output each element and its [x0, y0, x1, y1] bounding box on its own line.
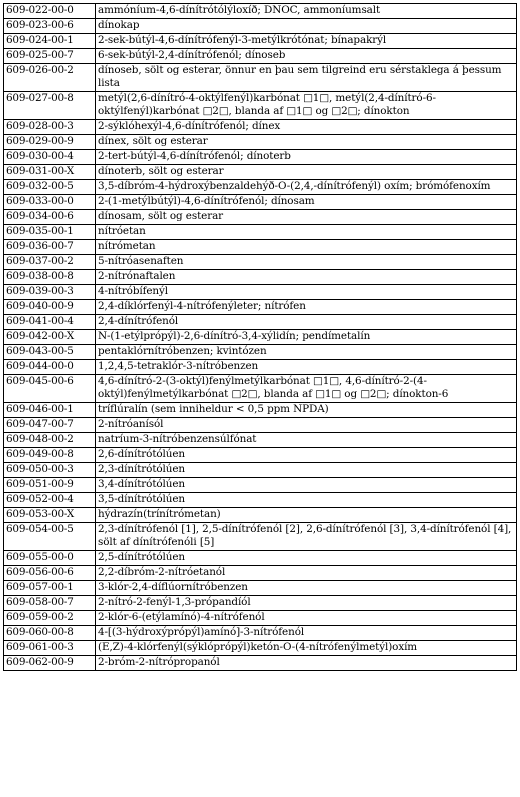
substance-name-cell: nítrómetan	[96, 240, 517, 255]
substance-table	[3, 3, 517, 671]
index-number-cell: 609-041-00-4	[4, 315, 96, 330]
table-row	[4, 656, 517, 671]
index-number-cell: 609-060-00-8	[4, 626, 96, 641]
substance-name-cell: 4-[(3-hýdroxýprópýl)amínó]-3-nítrófenól	[96, 626, 517, 641]
table-row	[4, 611, 517, 626]
substance-name-cell: 2-sek-bútýl-4,6-dínítrófenýl-3-metýlkrótónat; bínapakrýl	[96, 34, 517, 49]
index-number-cell: 609-056-00-6	[4, 566, 96, 581]
index-number-cell: 609-036-00-7	[4, 240, 96, 255]
table-row	[4, 4, 517, 19]
index-number-cell: 609-024-00-1	[4, 34, 96, 49]
index-number-cell: 609-039-00-3	[4, 285, 96, 300]
index-number-cell: 609-052-00-4	[4, 493, 96, 508]
table-row	[4, 433, 517, 448]
table-row	[4, 641, 517, 656]
index-number-cell: 609-032-00-5	[4, 180, 96, 195]
substance-name-cell: 5-nítróasenaften	[96, 255, 517, 270]
index-number-cell: 609-023-00-6	[4, 19, 96, 34]
index-number-cell: 609-026-00-2	[4, 64, 96, 92]
index-number-cell: 609-057-00-1	[4, 581, 96, 596]
substance-name-cell: tríflúralín (sem inniheldur < 0,5 ppm NPDA)	[96, 403, 517, 418]
substance-name-cell: dínoseb, sölt og esterar, önnur en þau sem tilgreind eru sérstaklega á þessum lista	[96, 64, 517, 92]
index-number-cell: 609-053-00-X	[4, 508, 96, 523]
index-number-cell: 609-028-00-3	[4, 120, 96, 135]
table-row	[4, 330, 517, 345]
substance-name-cell: dínex, sölt og esterar	[96, 135, 517, 150]
index-number-cell: 609-022-00-0	[4, 4, 96, 19]
index-number-cell: 609-061-00-3	[4, 641, 96, 656]
substance-name-cell: 2-tert-bútýl-4,6-dínítrófenól; dínoterb	[96, 150, 517, 165]
index-number-cell: 609-047-00-7	[4, 418, 96, 433]
substance-table-body	[4, 4, 517, 671]
substance-name-cell: natríum-3-nítróbenzensúlfónat	[96, 433, 517, 448]
table-row	[4, 508, 517, 523]
index-number-cell: 609-058-00-7	[4, 596, 96, 611]
table-row	[4, 551, 517, 566]
table-row	[4, 285, 517, 300]
table-row	[4, 165, 517, 180]
index-number-cell: 609-051-00-9	[4, 478, 96, 493]
table-row	[4, 478, 517, 493]
substance-name-cell: dínoterb, sölt og esterar	[96, 165, 517, 180]
index-number-cell: 609-059-00-2	[4, 611, 96, 626]
table-row	[4, 448, 517, 463]
substance-name-cell: 2,6-dínítrótólúen	[96, 448, 517, 463]
substance-name-cell: 2-(1-metýlbútýl)-4,6-dínítrófenól; dínosam	[96, 195, 517, 210]
table-row	[4, 523, 517, 551]
table-row	[4, 566, 517, 581]
index-number-cell: 609-045-00-6	[4, 375, 96, 403]
index-number-cell: 609-049-00-8	[4, 448, 96, 463]
table-row	[4, 19, 517, 34]
substance-name-cell: pentaklórnítróbenzen; kvintózen	[96, 345, 517, 360]
index-number-cell: 609-038-00-8	[4, 270, 96, 285]
substance-name-cell: 2-nítrónaftalen	[96, 270, 517, 285]
substance-name-cell: 6-sek-bútýl-2,4-dínítrófenól; dínoseb	[96, 49, 517, 64]
table-row	[4, 596, 517, 611]
index-number-cell: 609-046-00-1	[4, 403, 96, 418]
table-row	[4, 64, 517, 92]
index-number-cell: 609-044-00-0	[4, 360, 96, 375]
index-number-cell: 609-035-00-1	[4, 225, 96, 240]
table-row	[4, 626, 517, 641]
index-number-cell: 609-025-00-7	[4, 49, 96, 64]
table-row	[4, 135, 517, 150]
substance-name-cell: 1,2,4,5-tetraklór-3-nítróbenzen	[96, 360, 517, 375]
substance-name-cell: 2-sýklóhexýl-4,6-dínítrófenól; dínex	[96, 120, 517, 135]
substance-name-cell: 3-klór-2,4-díflúornítróbenzen	[96, 581, 517, 596]
substance-name-cell: 2-nítró-2-fenýl-1,3-própandíól	[96, 596, 517, 611]
table-row	[4, 195, 517, 210]
index-number-cell: 609-029-00-9	[4, 135, 96, 150]
table-row	[4, 225, 517, 240]
substance-name-cell: dínosam, sölt og esterar	[96, 210, 517, 225]
table-row	[4, 360, 517, 375]
substance-name-cell: 2-nítróanísól	[96, 418, 517, 433]
table-row	[4, 493, 517, 508]
table-row	[4, 418, 517, 433]
substance-name-cell: 4-nítróbífenýl	[96, 285, 517, 300]
substance-name-cell: 4,6-dínítró-2-(3-oktýl)fenýlmetýlkarbónat □1□, 4,6-dínítró-2-(4-oktýl)fenýlmetýlkarbónat □2□, blanda af □1□ og □2□; dínokton-6	[96, 375, 517, 403]
table-row	[4, 255, 517, 270]
substance-name-cell: 2,2-díbróm-2-nítróetanól	[96, 566, 517, 581]
index-number-cell: 609-037-00-2	[4, 255, 96, 270]
substance-name-cell: 2,4-díklórfenýl-4-nítrófenýleter; nítrófen	[96, 300, 517, 315]
index-number-cell: 609-034-00-6	[4, 210, 96, 225]
table-row	[4, 300, 517, 315]
table-row	[4, 581, 517, 596]
index-number-cell: 609-040-00-9	[4, 300, 96, 315]
table-row	[4, 210, 517, 225]
table-row	[4, 34, 517, 49]
substance-name-cell: N-(1-etýlprópýl)-2,6-dínítró-3,4-xýlidín; pendímetalín	[96, 330, 517, 345]
table-row	[4, 375, 517, 403]
substance-name-cell: 2,5-dínítrótólúen	[96, 551, 517, 566]
substance-name-cell: 3,5-díbróm-4-hýdroxýbenzaldehýð-O-(2,4,-dínítrófenýl) oxím; brómófenoxím	[96, 180, 517, 195]
index-number-cell: 609-054-00-5	[4, 523, 96, 551]
index-number-cell: 609-048-00-2	[4, 433, 96, 448]
substance-name-cell: 3,4-dínítrótólúen	[96, 478, 517, 493]
index-number-cell: 609-033-00-0	[4, 195, 96, 210]
index-number-cell: 609-031-00-X	[4, 165, 96, 180]
substance-name-cell: dínokap	[96, 19, 517, 34]
substance-name-cell: 2,3-dínítrófenól [1], 2,5-dínítrófenól [2], 2,6-dínítrófenól [3], 3,4-dínítrófenól [4], sölt af dínítrófenóli [5]	[96, 523, 517, 551]
substance-name-cell: metýl(2,6-dínítró-4-oktýlfenýl)karbónat □1□, metýl(2,4-dínítró-6-oktýlfenýl)karbónat □2□, blanda af □1□ og □2□; dínokton	[96, 92, 517, 120]
substance-name-cell: 3,5-dínítrótólúen	[96, 493, 517, 508]
table-row	[4, 315, 517, 330]
table-row	[4, 403, 517, 418]
index-number-cell: 609-062-00-9	[4, 656, 96, 671]
table-row	[4, 120, 517, 135]
index-number-cell: 609-030-00-4	[4, 150, 96, 165]
table-row	[4, 270, 517, 285]
table-row	[4, 240, 517, 255]
table-row	[4, 49, 517, 64]
table-row	[4, 150, 517, 165]
substance-name-cell: 2-bróm-2-nítrópropanól	[96, 656, 517, 671]
table-row	[4, 92, 517, 120]
index-number-cell: 609-043-00-5	[4, 345, 96, 360]
table-row	[4, 345, 517, 360]
table-row	[4, 180, 517, 195]
substance-name-cell: 2,3-dínítrótólúen	[96, 463, 517, 478]
index-number-cell: 609-050-00-3	[4, 463, 96, 478]
substance-name-cell: 2-klór-6-(etýlamínó)-4-nítrófenól	[96, 611, 517, 626]
table-row	[4, 463, 517, 478]
substance-name-cell: (E,Z)-4-klórfenýl(sýklóprópýl)ketón-O-(4-nítrófenýlmetýl)oxím	[96, 641, 517, 656]
substance-name-cell: 2,4-dínítrófenól	[96, 315, 517, 330]
index-number-cell: 609-055-00-0	[4, 551, 96, 566]
index-number-cell: 609-042-00-X	[4, 330, 96, 345]
index-number-cell: 609-027-00-8	[4, 92, 96, 120]
substance-name-cell: nítróetan	[96, 225, 517, 240]
substance-name-cell: hýdrazín(trínítrómetan)	[96, 508, 517, 523]
substance-name-cell: ammóníum-4,6-dínítrótólýloxíð; DNOC, ammoníumsalt	[96, 4, 517, 19]
